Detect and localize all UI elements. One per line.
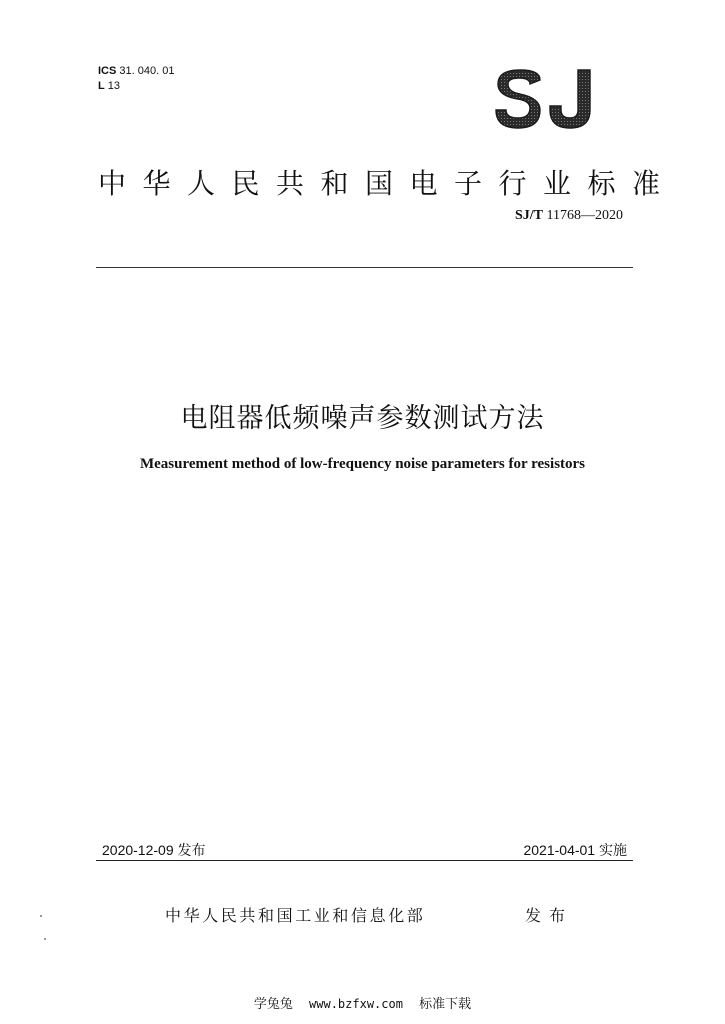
implement-date-line [523,840,627,860]
issue-date-line [102,840,206,860]
standard-number [515,208,623,224]
class-value: 13 [107,80,121,92]
footer-right-text: 标准下载 [419,997,472,1012]
footer-watermark [0,993,725,1012]
logo-letter-s [496,70,540,128]
ics-value: 31. 040. 01 [119,65,175,77]
sj-logo [494,66,594,132]
implement-date: 2021-04-01 [523,842,596,858]
title-english: Measurement method of low-frequency noise parameters for resistors [139,456,586,472]
classification-block [98,64,174,94]
bottom-divider [96,860,633,861]
footer-site-link[interactable]: www.bzfxw.com [309,997,403,1011]
footer-left-text: 学兔兔 [253,997,293,1012]
implement-word: 实施 [599,842,627,858]
standard-prefix: SJ/T [515,208,544,223]
publisher-word: 发布 [525,906,574,925]
ics-line [98,64,174,79]
ics-label: ICS [98,65,117,77]
issue-date: 2020-12-09 [102,842,174,858]
scan-speck [44,938,46,940]
title-chinese: 电阻器低频噪声参数测试方法 [180,403,545,434]
standard-code: 11768—2020 [546,208,623,223]
class-label: L [98,80,105,92]
class-line [98,79,174,94]
publisher-name: 中华人民共和国工业和信息化部 [165,906,426,925]
organization-title: 中华人民共和国电子行业标准 [98,167,677,200]
scan-speck [40,915,42,917]
issue-word: 发布 [177,842,206,858]
logo-letter-j [550,70,590,128]
top-divider [96,267,633,268]
